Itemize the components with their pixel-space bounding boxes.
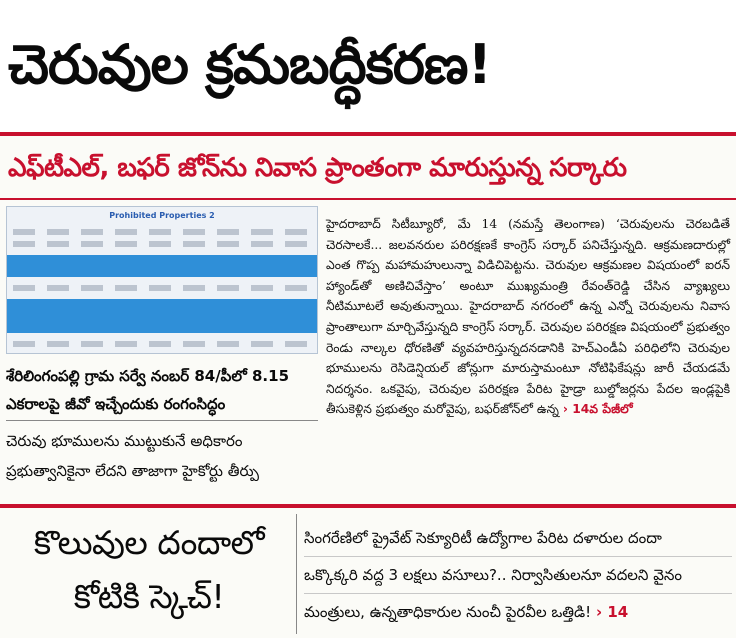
deck-line-3: [304, 594, 732, 630]
second-story-deck: [304, 520, 732, 630]
headline-area: [0, 0, 736, 132]
second-story-headline: [6, 516, 292, 624]
document-row: [13, 285, 311, 291]
photo-caption-primary: శేరిలింగంపల్లి గ్రామ సర్వే నంబర్‌ 84/పీలో 8.15 ఎకరాలపై జీవో ఇచ్చేందుకు రంగంసిద్ధం: [6, 367, 290, 413]
column-divider: [296, 514, 297, 634]
photo-caption-secondary: చెరువు భూములను ముట్టుకునే అధికారం ప్రభుత్వానికైనా లేదని తాజాగా హైకోర్టు తీర్పు: [6, 432, 259, 480]
top-rule: [0, 132, 736, 136]
deck-line-3-text: మంత్రులు, ఉన్నతాధికారుల నుంచీ పైరవీల ఒత్తిడి!: [304, 603, 592, 621]
document-photo-title: Prohibited Properties 2: [109, 211, 215, 220]
subheadline: ఎఫ్‌టీఎల్‌, బఫర్‌ జోన్‌ను నివాస ప్రాంతంగా మారుస్తున్న సర్కారు: [8, 153, 627, 183]
document-band: [7, 255, 317, 277]
continued-page-link[interactable]: › 14వ పేజీలో: [562, 402, 633, 417]
subhead-rule: [0, 198, 736, 200]
document-row: [13, 229, 311, 235]
deck-page-ref[interactable]: › 14: [595, 603, 629, 621]
document-band: [7, 299, 317, 333]
deck-line-2: ఒక్కొక్కరి వద్ద 3 లక్షలు వసూలు?.. నిర్వాసితులనూ వదలని వైనం: [304, 557, 732, 594]
bottom-rule: [0, 504, 736, 508]
document-row: [13, 341, 311, 347]
document-photo: [6, 206, 318, 354]
deck-line-1: సింగరేణిలో ప్రైవేట్‌ సెక్యూరిటీ ఉద్యోగాల పేరిట దళారుల దందా: [304, 520, 732, 557]
article-body-text: హైదరాబాద్‌ సిటీబ్యూరో, మే 14 (నమస్తే తెలంగాణ) ‘చెరువులను చెరబడితే చెరసాలకే... జలవనరుల పరిరక్షణకే కాంగ్రెస్‌ సర్కార్‌ పనిచేస్తున్నది. ఆక్రమణదారుల్లో ఎంత గొప్ప మహామహులున్నా విడిచిపెట్టను. చెరువుల ఆక్రమణల విషయంలో ఐరన్‌ హ్యాండ్‌తో అణిచివేస్తాం’ అంటూ ముఖ్యమంత్రి రేవంత్‌రెడ్డి చేసిన వ్యాఖ్యలు నీటిమూటలే అవుతున్నాయి. హైదరాబాద్‌ నగరంలో ఉన్న ఎన్నో చెరువులను నివాస ప్రాంతాలుగా మార్చివేస్తున్నది కాంగ్రెస్‌ సర్కార్‌. చెరువుల పరిరక్షణ విషయంలో ప్రభుత్వం రెండు నాల్కల ధోరణితో వ్యవహరిస్తున్నదనడానికి హెచ్‌ఎండీఏ పరిధిలోని చెరువుల భూములను రెసిడెన్షియల్‌ జోన్లుగా మారుస్తామంటూ నోటిఫికేషన్లు జారీ చేయడమే నిదర్శనం. ఒకవైపు, చెరువుల పరిరక్షణ పేరిట హైడ్రా బుల్డోజర్లను పేదల ఇండ్లపైకి తీసుకెళ్లిన ప్రభుత్వం మరోవైపు, బఫర్‌జోన్‌లో ఉన్న: [326, 217, 730, 417]
second-story-line-1: కొలువుల దందాలో: [33, 523, 265, 562]
document-row: [13, 241, 311, 247]
article-body: [326, 214, 730, 420]
caption-rule: [6, 420, 318, 421]
main-headline: చెరువుల క్రమబద్ధీకరణ!: [8, 33, 492, 96]
second-story-line-2: కోటికి స్కెచ్‌!: [73, 577, 225, 616]
